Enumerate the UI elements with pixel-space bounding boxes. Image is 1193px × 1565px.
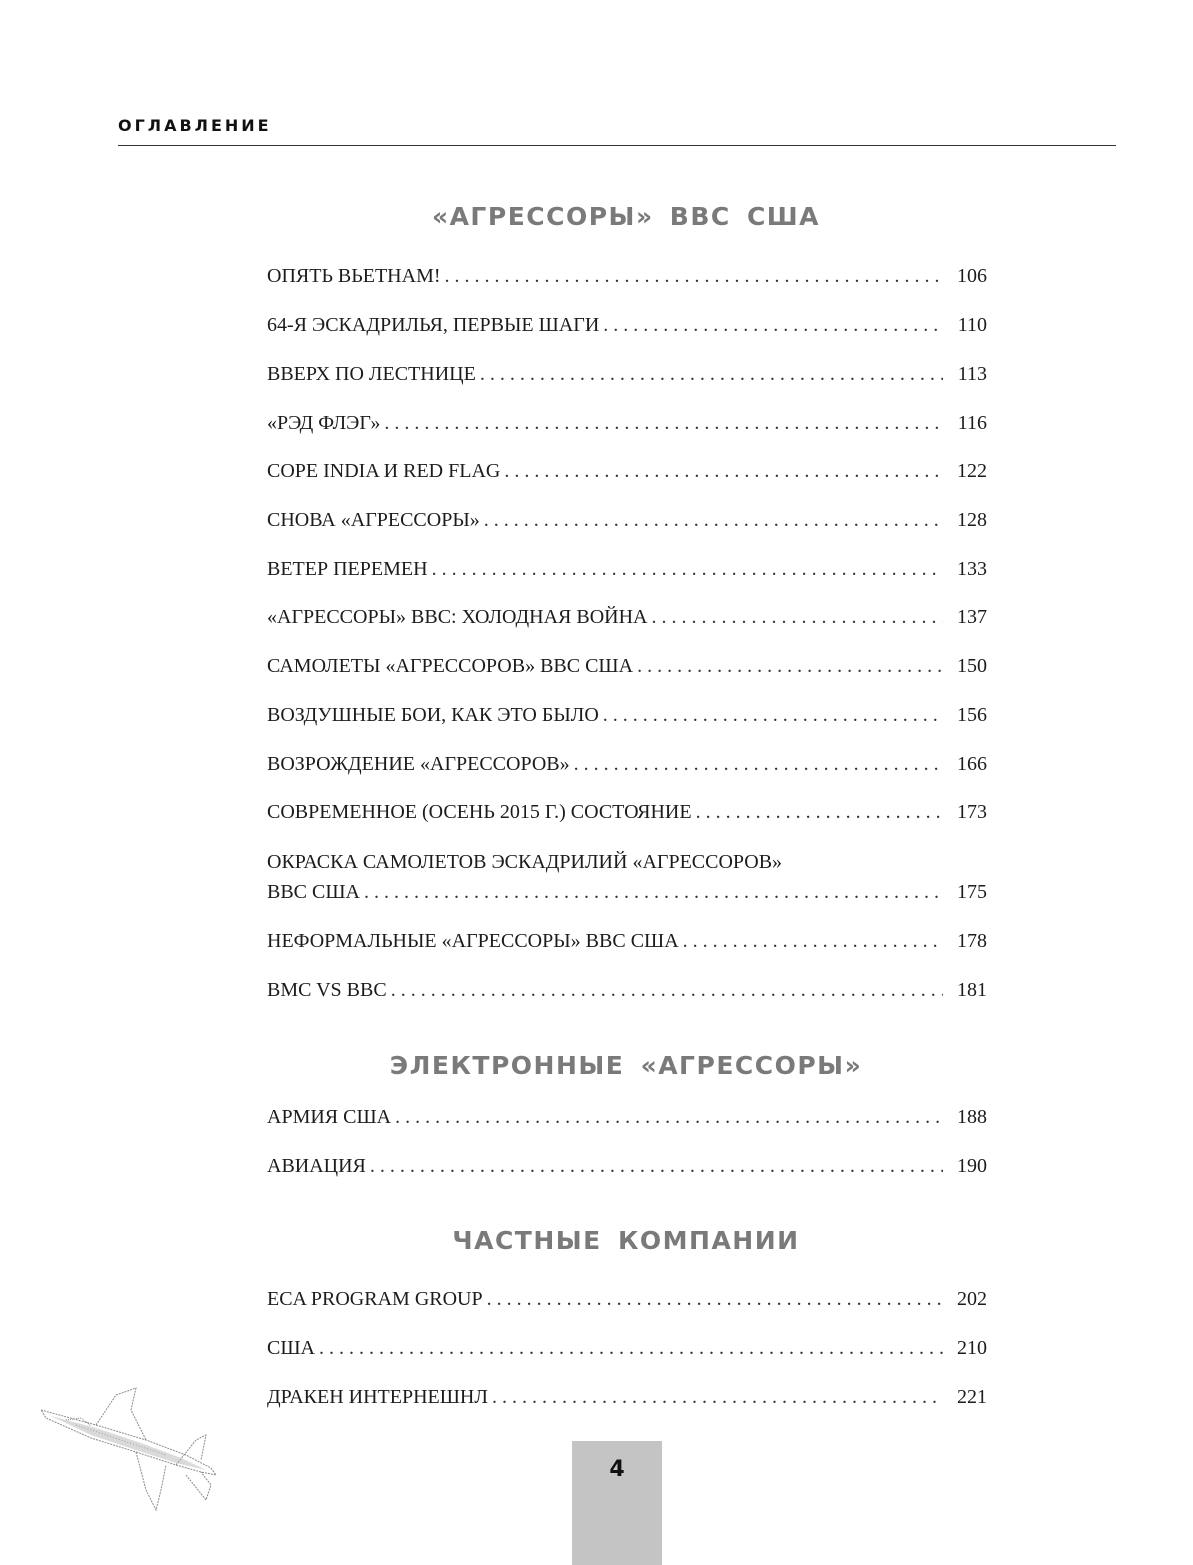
toc-entry[interactable] (267, 261, 987, 291)
toc-entry-title: COPE INDIA И RED FLAG (267, 460, 501, 482)
toc-entry-title: ДРАКЕН ИНТЕРНЕШНЛ (267, 1386, 488, 1408)
toc-entry-page: 175 (957, 881, 987, 903)
toc-entry-title: СОВРЕМЕННОЕ (ОСЕНЬ 2015 Г.) СОСТОЯНИЕ (267, 801, 692, 823)
leader-dots (384, 408, 943, 438)
toc-entry[interactable] (267, 1382, 987, 1412)
toc-entry-title: САМОЛЕТЫ «АГРЕССОРОВ» ВВС США (267, 655, 634, 677)
leader-dots (696, 797, 943, 827)
leader-dots (574, 749, 943, 779)
fighter-jet-sketch-icon (36, 1380, 236, 1520)
toc-entry[interactable] (267, 359, 987, 389)
toc-entry-page: 173 (957, 801, 987, 823)
toc-entry[interactable] (267, 456, 987, 486)
toc-entry[interactable] (267, 700, 987, 730)
leader-dots (492, 1382, 943, 1412)
page-number-tab (572, 1441, 662, 1565)
toc-entry-title: ECA PROGRAM GROUP (267, 1288, 483, 1310)
toc-entry[interactable] (267, 1333, 987, 1363)
leader-dots (395, 1102, 943, 1132)
leader-dots (432, 554, 943, 584)
toc-entry-title: ОПЯТЬ ВЬЕТНАМ! (267, 265, 441, 287)
toc-entry-page: 178 (957, 930, 987, 952)
toc-entry-title: BMC VS BBC (267, 979, 387, 1001)
toc-entry[interactable] (267, 1102, 987, 1132)
toc-entry-page: 150 (957, 655, 987, 677)
toc-entry-page: 202 (957, 1288, 987, 1310)
toc-entry[interactable] (267, 847, 987, 907)
toc-entry-page: 190 (957, 1155, 987, 1177)
leader-dots (683, 926, 943, 956)
leader-dots (319, 1333, 943, 1363)
toc-entry-page: 113 (957, 363, 987, 385)
toc-entry-page: 188 (957, 1106, 987, 1128)
leader-dots (603, 310, 943, 340)
toc-entry-page: 106 (957, 265, 987, 287)
leader-dots (487, 1284, 943, 1314)
toc-entry[interactable] (267, 749, 987, 779)
toc-entry-title: 64-Я ЭСКАДРИЛЬЯ, ПЕРВЫЕ ШАГИ (267, 314, 600, 336)
toc-entry[interactable] (267, 797, 987, 827)
toc-entry-page: 137 (957, 606, 987, 628)
leader-dots (504, 456, 943, 486)
leader-dots (651, 602, 943, 632)
header-rule (118, 145, 1116, 146)
toc-entry[interactable] (267, 310, 987, 340)
toc-entry-title: «РЭД ФЛЭГ» (267, 412, 381, 434)
section-title: «АГРЕССОРЫ» ВВС США (431, 202, 821, 231)
toc-entry-page: 221 (957, 1386, 987, 1408)
toc-entry[interactable] (267, 602, 987, 632)
toc-entry[interactable] (267, 1151, 987, 1181)
toc-entry-page: 181 (957, 979, 987, 1001)
leader-dots (637, 651, 943, 681)
toc-entry-page: 128 (957, 509, 987, 531)
toc-entry-title: ВОЗДУШНЫЕ БОИ, КАК ЭТО БЫЛО (267, 704, 599, 726)
toc-entry[interactable] (267, 651, 987, 681)
leader-dots (603, 700, 943, 730)
toc-entry-title: АВИАЦИЯ (267, 1155, 366, 1177)
toc-entry-page: 133 (957, 558, 987, 580)
toc-entry-title-line1: ОКРАСКА САМОЛЕТОВ ЭСКАДРИЛИЙ «АГРЕССОРОВ» (267, 851, 783, 873)
toc-entry[interactable] (267, 926, 987, 956)
toc-entry-title: ВОЗРОЖДЕНИЕ «АГРЕССОРОВ» (267, 753, 570, 775)
leader-dots (370, 1151, 943, 1181)
toc-entry-page: 156 (957, 704, 987, 726)
toc-entry-page: 110 (957, 314, 987, 336)
section-title: ЧАСТНЫЕ КОМПАНИИ (452, 1226, 800, 1255)
section-title: ЭЛЕКТРОННЫЕ «АГРЕССОРЫ» (389, 1051, 863, 1080)
toc-entry-page: 122 (957, 460, 987, 482)
toc-entry[interactable] (267, 1284, 987, 1314)
toc-entry-title: ВВС США (267, 881, 360, 903)
leader-dots (480, 359, 943, 389)
toc-entry[interactable] (267, 408, 987, 438)
toc-entry[interactable] (267, 975, 987, 1005)
toc-entry[interactable] (267, 554, 987, 584)
running-head: ОГЛАВЛЕНИЕ (118, 116, 272, 135)
toc-entry-title: США (267, 1337, 315, 1359)
leader-dots (391, 975, 943, 1005)
leader-dots (364, 877, 943, 907)
toc-entry-page: 116 (957, 412, 987, 434)
toc-entry-title: АРМИЯ США (267, 1106, 392, 1128)
toc-entry-page: 210 (957, 1337, 987, 1359)
page-number: 4 (609, 1457, 625, 1482)
toc-entry-title: ВВЕРХ ПО ЛЕСТНИЦЕ (267, 363, 476, 385)
toc-entry-title: СНОВА «АГРЕССОРЫ» (267, 509, 480, 531)
toc-entry-title: ВЕТЕР ПЕРЕМЕН (267, 558, 428, 580)
toc-entry[interactable] (267, 505, 987, 535)
toc-entry-page: 166 (957, 753, 987, 775)
leader-dots (445, 261, 943, 291)
leader-dots (484, 505, 943, 535)
toc-entry-title: «АГРЕССОРЫ» ВВС: ХОЛОДНАЯ ВОЙНА (267, 606, 648, 628)
toc-entry-title: НЕФОРМАЛЬНЫЕ «АГРЕССОРЫ» ВВС США (267, 930, 679, 952)
